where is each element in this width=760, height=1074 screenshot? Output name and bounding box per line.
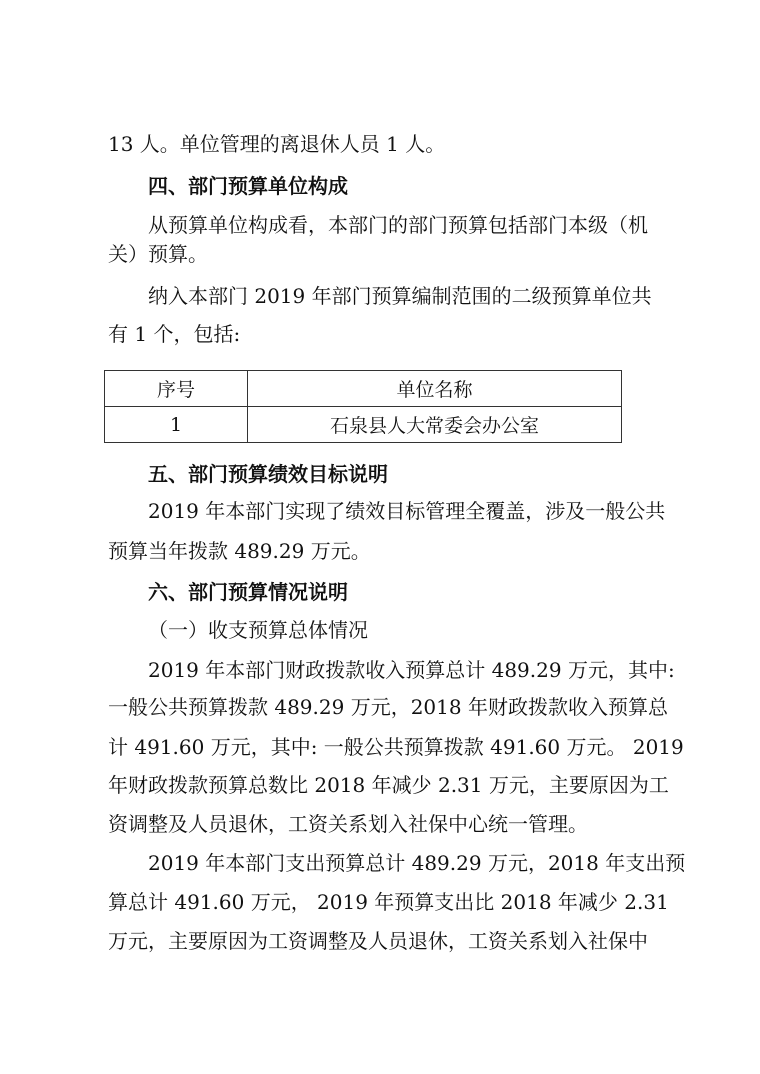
paragraph-line: 计 491.60 万元，其中: 一般公共预算拨款 491.60 万元。 2019 [108,735,684,759]
paragraph-line: 2019 年本部门支出预算总计 489.29 万元，2018 年支出预 [148,851,686,875]
table-header-row [105,371,622,407]
paragraph-line: 年财政拨款预算总数比 2018 年减少 2.31 万元，主要原因为工 [108,773,669,797]
paragraph-line: 有 1 个，包括: [108,322,241,346]
paragraph-line: 算总计 491.60 万元， 2019 年预算支出比 2018 年减少 2.31 [108,890,669,914]
paragraph-line: 资调整及人员退休，工资关系划入社保中心统一管理。 [108,812,588,836]
table-cell: 石泉县人大常委会办公室 [248,407,622,443]
budget-units-table [104,370,622,443]
paragraph-line: 关）预算。 [108,242,208,266]
paragraph-line: 2019 年本部门财政拨款收入预算总计 489.29 万元，其中: [148,658,675,682]
table-header-cell: 序号 [105,371,248,407]
paragraph-line: 纳入本部门 2019 年部门预算编制范围的二级预算单位共 [148,284,652,308]
section-heading-5: 五、部门预算绩效目标说明 [148,462,388,486]
paragraph-line: 从预算单位构成看，本部门的部门预算包括部门本级（机 [148,213,648,237]
section-heading-4: 四、部门预算单位构成 [148,174,348,198]
paragraph-line: 13 人。单位管理的离退休人员 1 人。 [108,132,446,156]
subsection-heading: （一）收支预算总体情况 [148,618,368,642]
paragraph-line: 一般公共预算拨款 489.29 万元，2018 年财政拨款收入预算总 [108,695,668,719]
table-cell: 1 [105,407,248,443]
section-heading-6: 六、部门预算情况说明 [148,580,348,604]
paragraph-line: 2019 年本部门实现了绩效目标管理全覆盖，涉及一般公共 [148,499,666,523]
table-header-cell: 单位名称 [248,371,622,407]
paragraph-line: 预算当年拨款 489.29 万元。 [108,539,371,563]
paragraph-line: 万元，主要原因为工资调整及人员退休，工资关系划入社保中 [108,929,648,953]
table-row [105,407,622,443]
